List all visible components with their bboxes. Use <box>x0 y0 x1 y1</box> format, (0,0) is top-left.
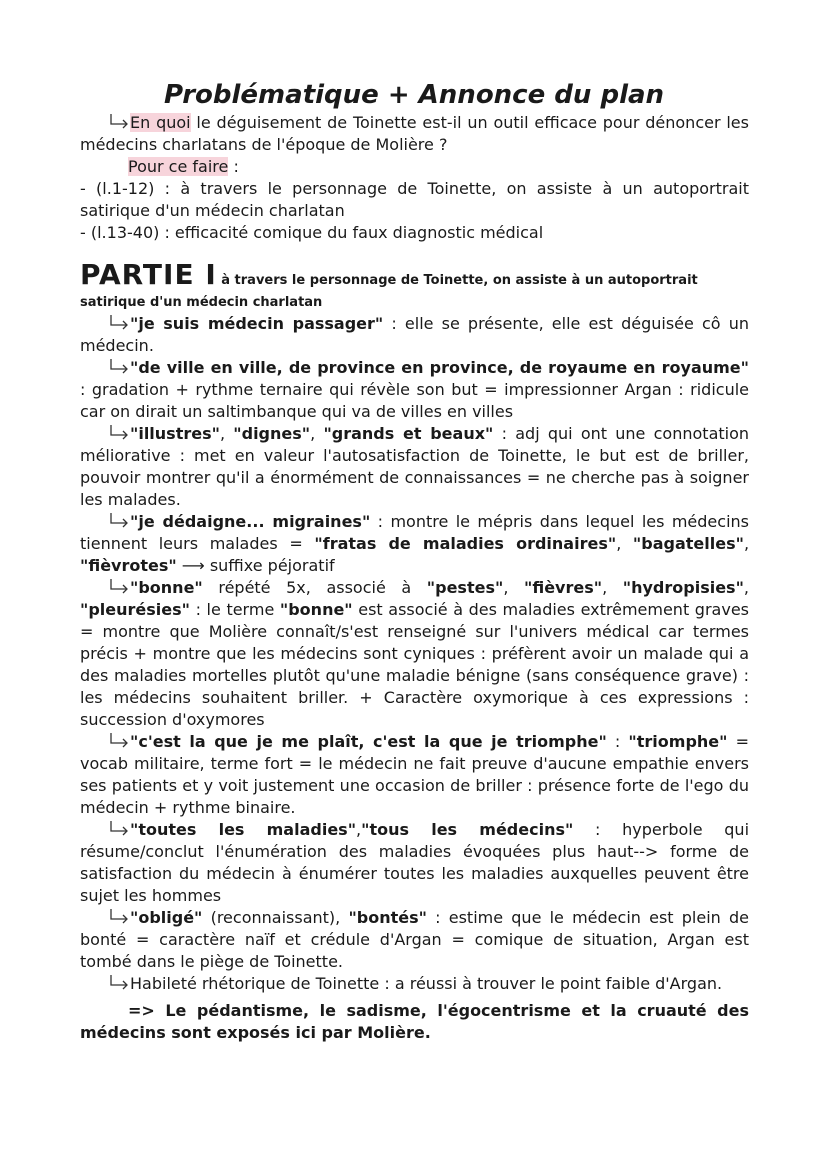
partie-subtitle: à travers le personnage de Toinette, on assiste à un autoportrait satirique d'un médecin charlatan <box>80 273 698 310</box>
arrow-icon <box>108 975 130 991</box>
intro-section <box>80 112 749 244</box>
list-item: Habileté rhétorique de Toinette : a réussi à trouver le point faible d'Argan. <box>80 973 749 995</box>
list-item: "je dédaigne... migraines" : montre le mépris dans lequel les médecins tiennent leurs malades = "fratas de maladies ordinaires", "bagatelles", "fièvrotes" ⟶ suffixe péjoratif <box>80 512 750 575</box>
pour-ce-faire: Pour ce faire : <box>128 157 239 176</box>
partie-content <box>80 313 749 995</box>
highlight-en-quoi: En quoi <box>130 113 191 132</box>
conclusion: => Le pédantisme, le sadisme, l'égocentrisme et la cruauté des médecins sont exposés ici par Molière. <box>80 1001 749 1042</box>
partie-label: PARTIE I <box>80 258 217 291</box>
plan-item-2: - (l.13-40) : efficacité comique du faux diagnostic médical <box>80 223 544 242</box>
list-item: "obligé" (reconnaissant), "bontés" : estime que le médecin est plein de bonté = caractère naïf et crédule d'Argan = comique de situation, Argan est tombé dans le piège de Toinette. <box>80 908 749 971</box>
arrow-icon <box>108 579 130 595</box>
arrow-icon <box>108 909 130 925</box>
list-item: "c'est la que je me plaît, c'est la que je triomphe" : "triomphe" = vocab militaire, terme fort = le médecin ne fait preuve d'aucune empathie envers ses patients et y voit justement une occasion de briller : présence forte de l'ego du médecin + rythme binaire. <box>80 732 749 817</box>
arrow-icon <box>108 315 130 331</box>
plan-item-1: - (l.1-12) : à travers le personnage de Toinette, on assiste à un autoportrait satirique d'un médecin charlatan <box>80 179 749 220</box>
arrow-icon <box>108 821 130 837</box>
arrow-icon <box>108 359 130 375</box>
problematique: En quoi le déguisement de Toinette est-il un outil efficace pour dénoncer les médecins charlatans de l'époque de Molière ? <box>80 113 749 154</box>
arrow-icon <box>108 114 130 130</box>
arrow-icon <box>108 513 130 529</box>
arrow-icon <box>108 733 130 749</box>
arrow-icon <box>108 425 130 441</box>
list-item: "bonne" répété 5x, associé à "pestes", "fièvres", "hydropisies", "pleurésies" : le terme "bonne" est associé à des maladies extrêmement graves = montre que Molière connaît/s'est renseigné sur l'univers médical car termes précis + montre que les médecins sont cyniques : préfèrent avoir un malade qui a des maladies mortelles plutôt qu'une maladie bénigne (sans conséquence grave) : les médecins souhaitent briller. + Caractère oxymorique à ces expressions : succession d'oxymores <box>80 578 750 729</box>
list-item: "toutes les maladies","tous les médecins" : hyperbole qui résume/conclut l'énumération des maladies évoquées plus haut--> forme de satisfaction du médecin à énumérer toutes les maladies auxquelles peuvent être sujet les hommes <box>80 820 750 905</box>
highlight-pour-ce-faire: Pour ce faire <box>128 157 229 176</box>
list-item: "illustres", "dignes", "grands et beaux" : adj qui ont une connotation méliorative : met en valeur l'autosatisfaction de Toinette, le but est de briller, pouvoir montrer qu'il a énormément de connaissances = ne cherche pas à soigner les malades. <box>80 424 750 509</box>
page-title: Problématique + Annonce du plan <box>163 80 665 110</box>
list-item: "je suis médecin passager" : elle se présente, elle est déguisée cô un médecin. <box>80 314 749 355</box>
partie-heading <box>80 258 760 312</box>
list-item: "de ville en ville, de province en province, de royaume en royaume" : gradation + rythme ternaire qui révèle son but = impressionner Argan : ridicule car on dirait un saltimbanque qui va de villes en villes <box>80 358 749 421</box>
